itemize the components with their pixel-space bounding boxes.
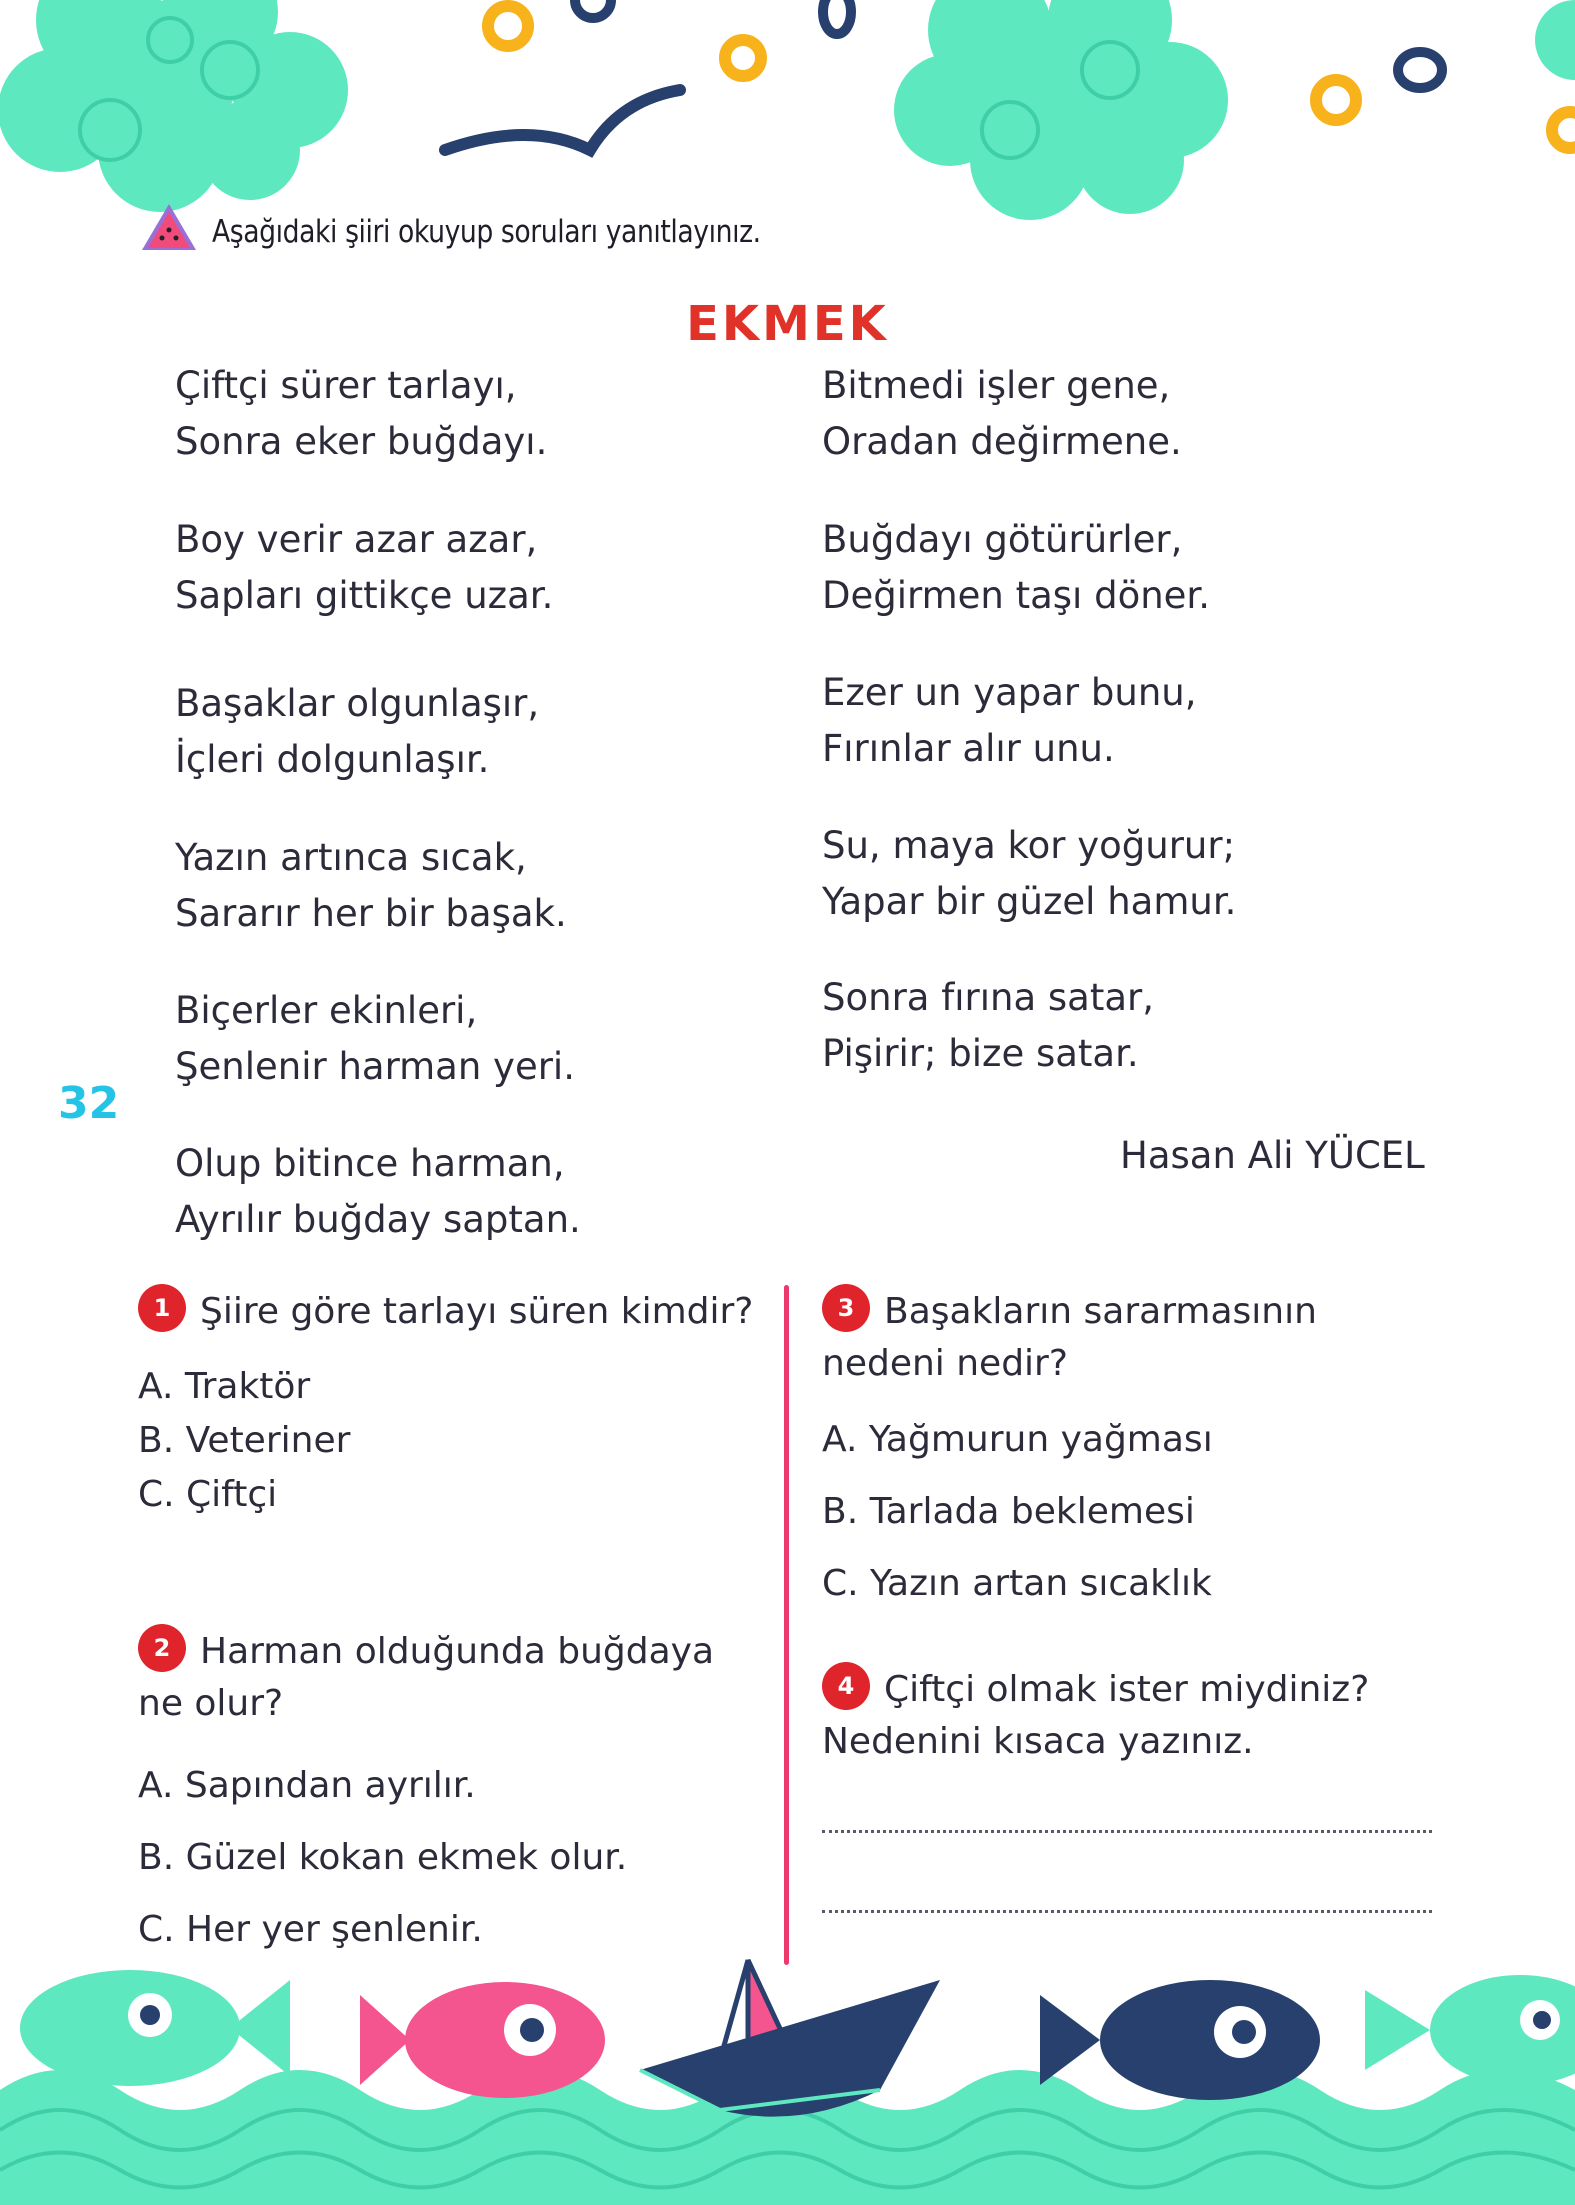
poem-right-column — [822, 665, 1197, 777]
poem-right-column — [822, 358, 1182, 470]
poem-stanza — [822, 970, 1154, 1082]
poem-line: Şenlenir harman yeri. — [175, 1045, 575, 1088]
column-divider — [784, 1285, 789, 1965]
poem-left-column — [175, 1136, 581, 1248]
poem-line: Yazın artınca sıcak, — [175, 836, 527, 879]
answer-line[interactable] — [822, 1910, 1432, 1913]
answer-option[interactable]: A. Sapından ayrılır. — [138, 1765, 476, 1806]
flower-left-icon — [0, 0, 348, 212]
poem-stanza — [175, 358, 547, 470]
poem-stanza — [822, 512, 1210, 624]
poem-stanza — [175, 676, 539, 788]
poem-line: Biçerler ekinleri, — [175, 989, 478, 1032]
instruction-text: Aşağıdaki şiiri okuyup soruları yanıtlayınız. — [212, 214, 761, 250]
poem-line: Su, maya kor yoğurur; — [822, 824, 1236, 867]
answer-option[interactable]: C. Yazın artan sıcaklık — [822, 1563, 1212, 1604]
poem-line: Sonra fırına satar, — [822, 976, 1155, 1019]
poem-line: Yapar bir güzel hamur. — [822, 880, 1237, 923]
bottom-decoration — [0, 1940, 1575, 2205]
poem-stanza — [822, 818, 1236, 930]
poem-line: İçleri dolgunlaşır. — [175, 738, 490, 781]
poem-left-column — [175, 676, 539, 788]
poem-line: Sonra eker buğdayı. — [175, 420, 548, 463]
question-2-options — [138, 1750, 627, 1966]
poem-left-column — [175, 512, 553, 624]
poem-right-column — [822, 818, 1236, 930]
poem-left-column — [175, 830, 567, 942]
question-1-options — [138, 1360, 350, 1522]
poem-stanza — [175, 830, 567, 942]
answer-option[interactable]: A. Yağmurun yağması — [822, 1419, 1213, 1460]
poem-line: Pişirir; bize satar. — [822, 1032, 1139, 1075]
poem-line: Sapları gittikçe uzar. — [175, 574, 554, 617]
answer-option[interactable]: B. Veteriner — [138, 1420, 351, 1461]
answer-option[interactable]: C. Çiftçi — [138, 1474, 278, 1515]
poem-line: Fırınlar alır unu. — [822, 727, 1115, 770]
watermelon-icon — [138, 200, 200, 258]
question-3 — [822, 1286, 1442, 1390]
poem-line: Çiftçi sürer tarlayı, — [175, 364, 517, 407]
bird-icon — [445, 90, 680, 150]
poem-stanza — [822, 665, 1197, 777]
flower-right-icon — [894, 0, 1228, 220]
poem-right-column — [822, 970, 1154, 1082]
question-number-badge: 3 — [822, 1284, 870, 1332]
answer-option[interactable]: A. Traktör — [138, 1366, 311, 1407]
poem-stanza — [175, 983, 575, 1095]
poem-author: Hasan Ali YÜCEL — [1120, 1134, 1425, 1177]
question-3-options — [822, 1404, 1213, 1620]
answer-option[interactable]: B. Güzel kokan ekmek olur. — [138, 1837, 628, 1878]
poem-right-column — [822, 512, 1210, 624]
top-decoration — [0, 0, 1575, 240]
poem-line: Olup bitince harman, — [175, 1142, 565, 1185]
poem-left-column — [175, 358, 547, 470]
poem-stanza — [175, 1136, 581, 1248]
fish-right-icon — [1365, 1975, 1575, 2085]
poem-line: Oradan değirmene. — [822, 420, 1182, 463]
paper-boat-icon — [640, 1960, 940, 2117]
question-number-badge: 1 — [138, 1284, 186, 1332]
question-number-badge: 2 — [138, 1624, 186, 1672]
poem-line: Ayrılır buğday saptan. — [175, 1198, 581, 1241]
poem-stanza — [822, 358, 1182, 470]
answer-line[interactable] — [822, 1830, 1432, 1833]
poem-line: Boy verir azar azar, — [175, 518, 538, 561]
poem-line: Buğdayı götürürler, — [822, 518, 1183, 561]
poem-line: Sararır her bir başak. — [175, 892, 567, 935]
poem-title: EKMEK — [686, 296, 889, 352]
poem-line: Ezer un yapar bunu, — [822, 671, 1197, 714]
question-2 — [138, 1626, 758, 1730]
question-4 — [822, 1664, 1442, 1768]
fish-navy-icon — [1040, 1980, 1320, 2100]
question-number-badge: 4 — [822, 1662, 870, 1710]
poem-stanza — [175, 512, 553, 624]
question-text: Şiire göre tarlayı süren kimdir? — [200, 1291, 754, 1332]
question-text: Harman olduğunda buğdaya ne olur? — [138, 1631, 715, 1724]
page-number: 32 — [58, 1078, 120, 1129]
fish-left-icon — [20, 1970, 290, 2086]
poem-line: Değirmen taşı döner. — [822, 574, 1211, 617]
question-text: Başakların sararmasının nedeni nedir? — [822, 1291, 1317, 1384]
answer-option[interactable]: B. Tarlada beklemesi — [822, 1491, 1195, 1532]
question-text: Çiftçi olmak ister miydiniz? Nedenini kısaca yazınız. — [822, 1669, 1370, 1762]
poem-line: Bitmedi işler gene, — [822, 364, 1171, 407]
answer-option[interactable]: C. Her yer şenlenir. — [138, 1909, 483, 1950]
fish-pink-icon — [360, 1982, 605, 2098]
question-1 — [138, 1286, 758, 1338]
poem-line: Başaklar olgunlaşır, — [175, 682, 540, 725]
poem-left-column — [175, 983, 575, 1095]
